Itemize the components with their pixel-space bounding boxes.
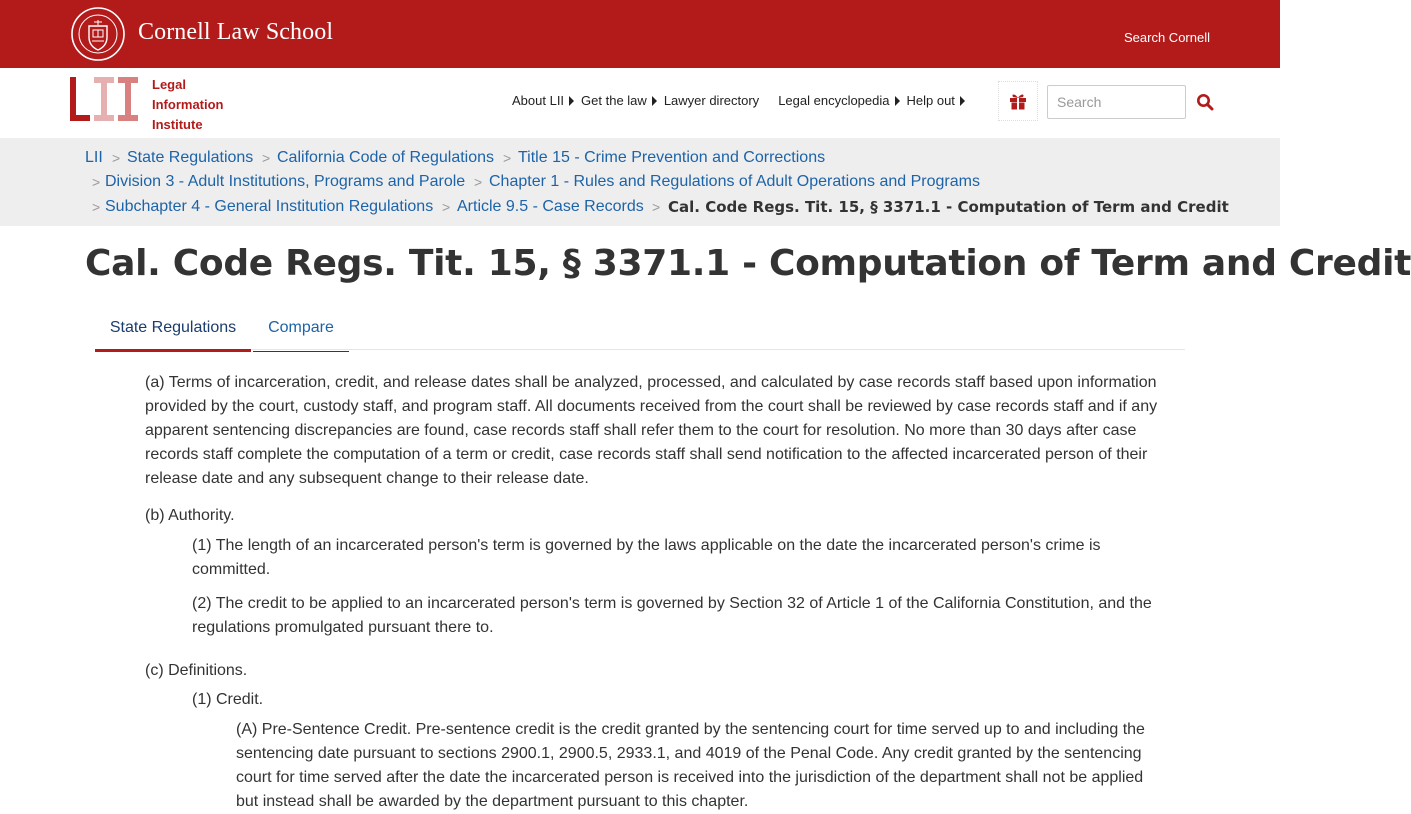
cornell-header bbox=[0, 0, 1280, 68]
paragraph-b2: (2) The credit to be applied to an incarcerated person's term is governed by Section 32 of Article 1 of the California Constitution, and the regulations promulgated pursuant there to. bbox=[192, 595, 1152, 636]
nav-legal-encyclopedia-label: Legal encyclopedia bbox=[778, 93, 890, 108]
caret-right-icon bbox=[569, 96, 574, 106]
breadcrumb-chapter-1[interactable]: Chapter 1 - Rules and Regulations of Adult Operations and Programs bbox=[489, 173, 980, 190]
breadcrumb-separator: > bbox=[503, 150, 512, 166]
nav-help-out[interactable] bbox=[907, 93, 965, 108]
logo-line-information: Information bbox=[152, 97, 224, 112]
nav-about-lii-label: About LII bbox=[512, 93, 565, 108]
breadcrumb-separator: > bbox=[652, 199, 661, 215]
logo-line-institute: Institute bbox=[152, 117, 203, 132]
nav-legal-encyclopedia[interactable] bbox=[778, 93, 899, 108]
breadcrumb-state-regulations[interactable]: State Regulations bbox=[127, 149, 254, 166]
nav-help-out-label: Help out bbox=[906, 93, 955, 108]
breadcrumb-separator: > bbox=[474, 174, 483, 190]
nav-lawyer-directory[interactable] bbox=[664, 93, 759, 108]
caret-right-icon bbox=[960, 96, 965, 106]
nav-get-the-law-label: Get the law bbox=[581, 93, 647, 108]
breadcrumb-separator: > bbox=[112, 150, 121, 166]
lii-logo-text[interactable] bbox=[152, 75, 224, 135]
breadcrumb-separator: > bbox=[442, 199, 451, 215]
tab-compare[interactable]: Compare bbox=[253, 304, 349, 352]
breadcrumb-article-9-5[interactable]: Article 9.5 - Case Records bbox=[457, 198, 644, 215]
cornell-seal-icon[interactable] bbox=[70, 6, 126, 62]
breadcrumb-california-code[interactable]: California Code of Regulations bbox=[277, 149, 495, 166]
search-input[interactable] bbox=[1047, 85, 1186, 119]
caret-right-icon bbox=[895, 96, 900, 106]
breadcrumb-division-3[interactable]: Division 3 - Adult Institutions, Programs and Parole bbox=[105, 173, 466, 190]
lii-logo-icon[interactable] bbox=[70, 77, 142, 123]
breadcrumb-separator: > bbox=[262, 150, 271, 166]
subsection-a: (a) Terms of incarceration, credit, and release dates shall be analyzed, processed, and calculated by case records staff based upon information provided by the court, custody staff, and program staff. All documents received from the court shall be reviewed by case records staff and if any apparent sentencing discrepancies are found, case records staff shall refer them to the court for resolution. No more than 30 days after case records staff complete the computation of a term or credit, case records staff shall send notification to the affected incarcerated person of their release date and any subsequent change to their release date. bbox=[145, 374, 1158, 487]
breadcrumb bbox=[0, 138, 1280, 226]
tab-state-regulations[interactable]: State Regulations bbox=[95, 304, 251, 352]
breadcrumb-title-15[interactable]: Title 15 - Crime Prevention and Corrections bbox=[518, 149, 826, 166]
cornell-law-school-link[interactable]: Cornell Law School bbox=[138, 19, 334, 45]
lii-header bbox=[0, 68, 1280, 138]
breadcrumb-separator: > bbox=[92, 199, 101, 215]
subparagraph-c1a: (A) Pre-Sentence Credit. Pre-sentence credit is the credit granted by the sentencing court for time served up to and including the sentencing date pursuant to sections 2900.1, 2900.5, 2933.1, and 4019 of the Penal Code. Any credit granted by the sentencing court for time served after the date the incarcerated person is received into the jurisdiction of the department shall not be applied but instead shall be awarded by the department pursuant to this chapter. bbox=[236, 721, 1145, 810]
nav-about-lii[interactable] bbox=[512, 93, 574, 108]
paragraph-c1: (1) Credit. bbox=[192, 691, 264, 708]
logo-line-legal: Legal bbox=[152, 77, 186, 92]
caret-right-icon bbox=[652, 96, 657, 106]
search-cornell-link[interactable]: Search Cornell bbox=[1124, 30, 1210, 45]
breadcrumb-separator: > bbox=[92, 174, 101, 190]
breadcrumb-subchapter-4[interactable]: Subchapter 4 - General Institution Regulations bbox=[105, 198, 434, 215]
nav-get-the-law[interactable] bbox=[581, 93, 657, 108]
main-nav bbox=[512, 93, 972, 108]
subsection-b-heading: (b) Authority. bbox=[145, 507, 235, 524]
gift-icon bbox=[1009, 92, 1027, 110]
paragraph-b1: (1) The length of an incarcerated person's term is governed by the laws applicable on the date the incarcerated person's crime is committed. bbox=[192, 537, 1101, 578]
breadcrumb-lii[interactable]: LII bbox=[85, 149, 103, 166]
subsection-c-heading: (c) Definitions. bbox=[145, 662, 248, 679]
breadcrumb-current: Cal. Code Regs. Tit. 15, § 3371.1 - Computation of Term and Credit bbox=[668, 198, 1229, 216]
donate-button[interactable] bbox=[998, 81, 1038, 121]
page-title: Cal. Code Regs. Tit. 15, § 3371.1 - Computation of Term and Credit bbox=[85, 243, 1411, 284]
nav-lawyer-directory-label: Lawyer directory bbox=[663, 93, 760, 108]
search-icon[interactable] bbox=[1196, 93, 1214, 111]
